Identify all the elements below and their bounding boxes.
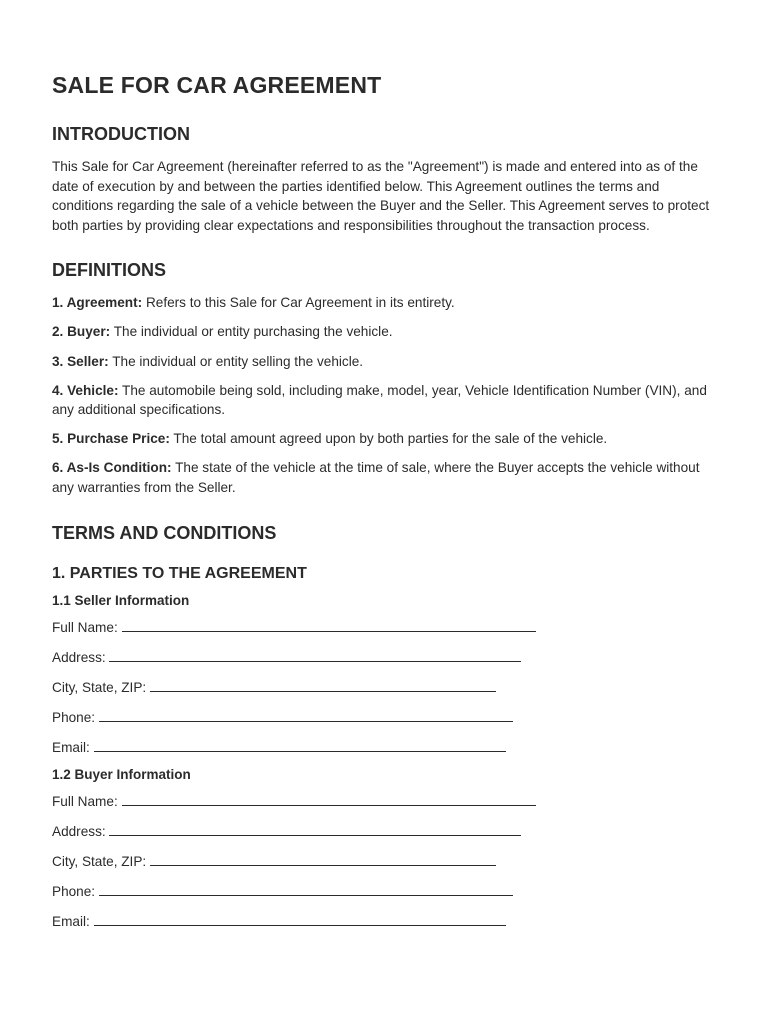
- seller-city-state-zip-blank[interactable]: [150, 677, 496, 692]
- field-label: Phone:: [52, 884, 96, 900]
- definition-term: 6. As-Is Condition:: [52, 460, 172, 476]
- seller-address-field: [52, 647, 718, 668]
- definition-item: [52, 293, 718, 313]
- field-label: Address:: [52, 649, 106, 665]
- seller-city-state-zip-field: [52, 677, 718, 698]
- seller-phone-blank[interactable]: [99, 707, 513, 722]
- field-label: Full Name:: [52, 794, 118, 810]
- introduction-heading: INTRODUCTION: [52, 124, 190, 144]
- buyer-full-name-blank[interactable]: [122, 791, 536, 806]
- definition-item: [52, 352, 718, 372]
- definition-text: The automobile being sold, including make, model, year, Vehicle Identification Number (VIN), and any additional specifications.: [52, 382, 707, 418]
- definition-text: The individual or entity selling the vehicle.: [112, 353, 364, 369]
- definition-text: Refers to this Sale for Car Agreement in its entirety.: [145, 295, 455, 311]
- definition-text: The individual or entity purchasing the vehicle.: [113, 324, 393, 340]
- field-label: Full Name:: [52, 619, 118, 635]
- buyer-phone-blank[interactable]: [99, 881, 513, 896]
- definition-item: [52, 458, 718, 497]
- field-label: Address:: [52, 824, 106, 840]
- buyer-address-blank[interactable]: [109, 821, 521, 836]
- document-title: SALE FOR CAR AGREEMENT: [52, 72, 382, 98]
- section-parties-heading: 1. PARTIES TO THE AGREEMENT: [52, 564, 307, 582]
- definition-term: 5. Purchase Price:: [52, 431, 170, 447]
- definition-text: The total amount agreed upon by both parties for the sale of the vehicle.: [173, 431, 608, 447]
- definition-term: 3. Seller:: [52, 353, 109, 369]
- definition-term: 4. Vehicle:: [52, 382, 119, 398]
- definitions-heading: DEFINITIONS: [52, 260, 167, 281]
- field-label: Email:: [52, 740, 90, 755]
- definition-item: [52, 322, 718, 342]
- seller-info-heading: 1.1 Seller Information: [52, 592, 190, 608]
- definition-item: [52, 381, 718, 420]
- buyer-email-field: [52, 911, 718, 932]
- field-label: Phone:: [52, 709, 96, 725]
- seller-full-name-field: [52, 617, 718, 638]
- definition-term: 2. Buyer:: [52, 324, 111, 340]
- buyer-full-name-field: [52, 791, 718, 812]
- seller-phone-field: [52, 707, 718, 728]
- buyer-email-blank[interactable]: [94, 911, 506, 926]
- definition-item: [52, 429, 718, 449]
- definition-term: 1. Agreement:: [52, 295, 143, 311]
- buyer-address-field: [52, 821, 718, 842]
- seller-email-blank[interactable]: [94, 737, 506, 752]
- buyer-phone-field: [52, 881, 718, 902]
- seller-email-field: [52, 737, 718, 758]
- buyer-info-heading: 1.2 Buyer Information: [52, 767, 191, 783]
- terms-heading: TERMS AND CONDITIONS: [52, 522, 277, 543]
- seller-full-name-blank[interactable]: [122, 617, 536, 632]
- introduction-text: This Sale for Car Agreement (hereinafter referred to as the "Agreement") is made and entered into as of the date of execution by and between the parties identified below. This Agreement outlines the terms and conditions regarding the sale of a vehicle between the Buyer and the Seller. This Agreement serves to protect both parties by providing clear expectations and responsibilities throughout the transaction process.: [52, 159, 710, 233]
- seller-address-blank[interactable]: [109, 647, 521, 662]
- buyer-city-state-zip-blank[interactable]: [150, 851, 496, 866]
- definition-text: The state of the vehicle at the time of sale, where the Buyer accepts the vehicle without any warranties from the Seller.: [52, 460, 700, 496]
- field-label: Email:: [52, 914, 90, 930]
- buyer-city-state-zip-field: [52, 851, 718, 872]
- field-label: City, State, ZIP:: [52, 679, 147, 695]
- field-label: City, State, ZIP:: [52, 854, 147, 870]
